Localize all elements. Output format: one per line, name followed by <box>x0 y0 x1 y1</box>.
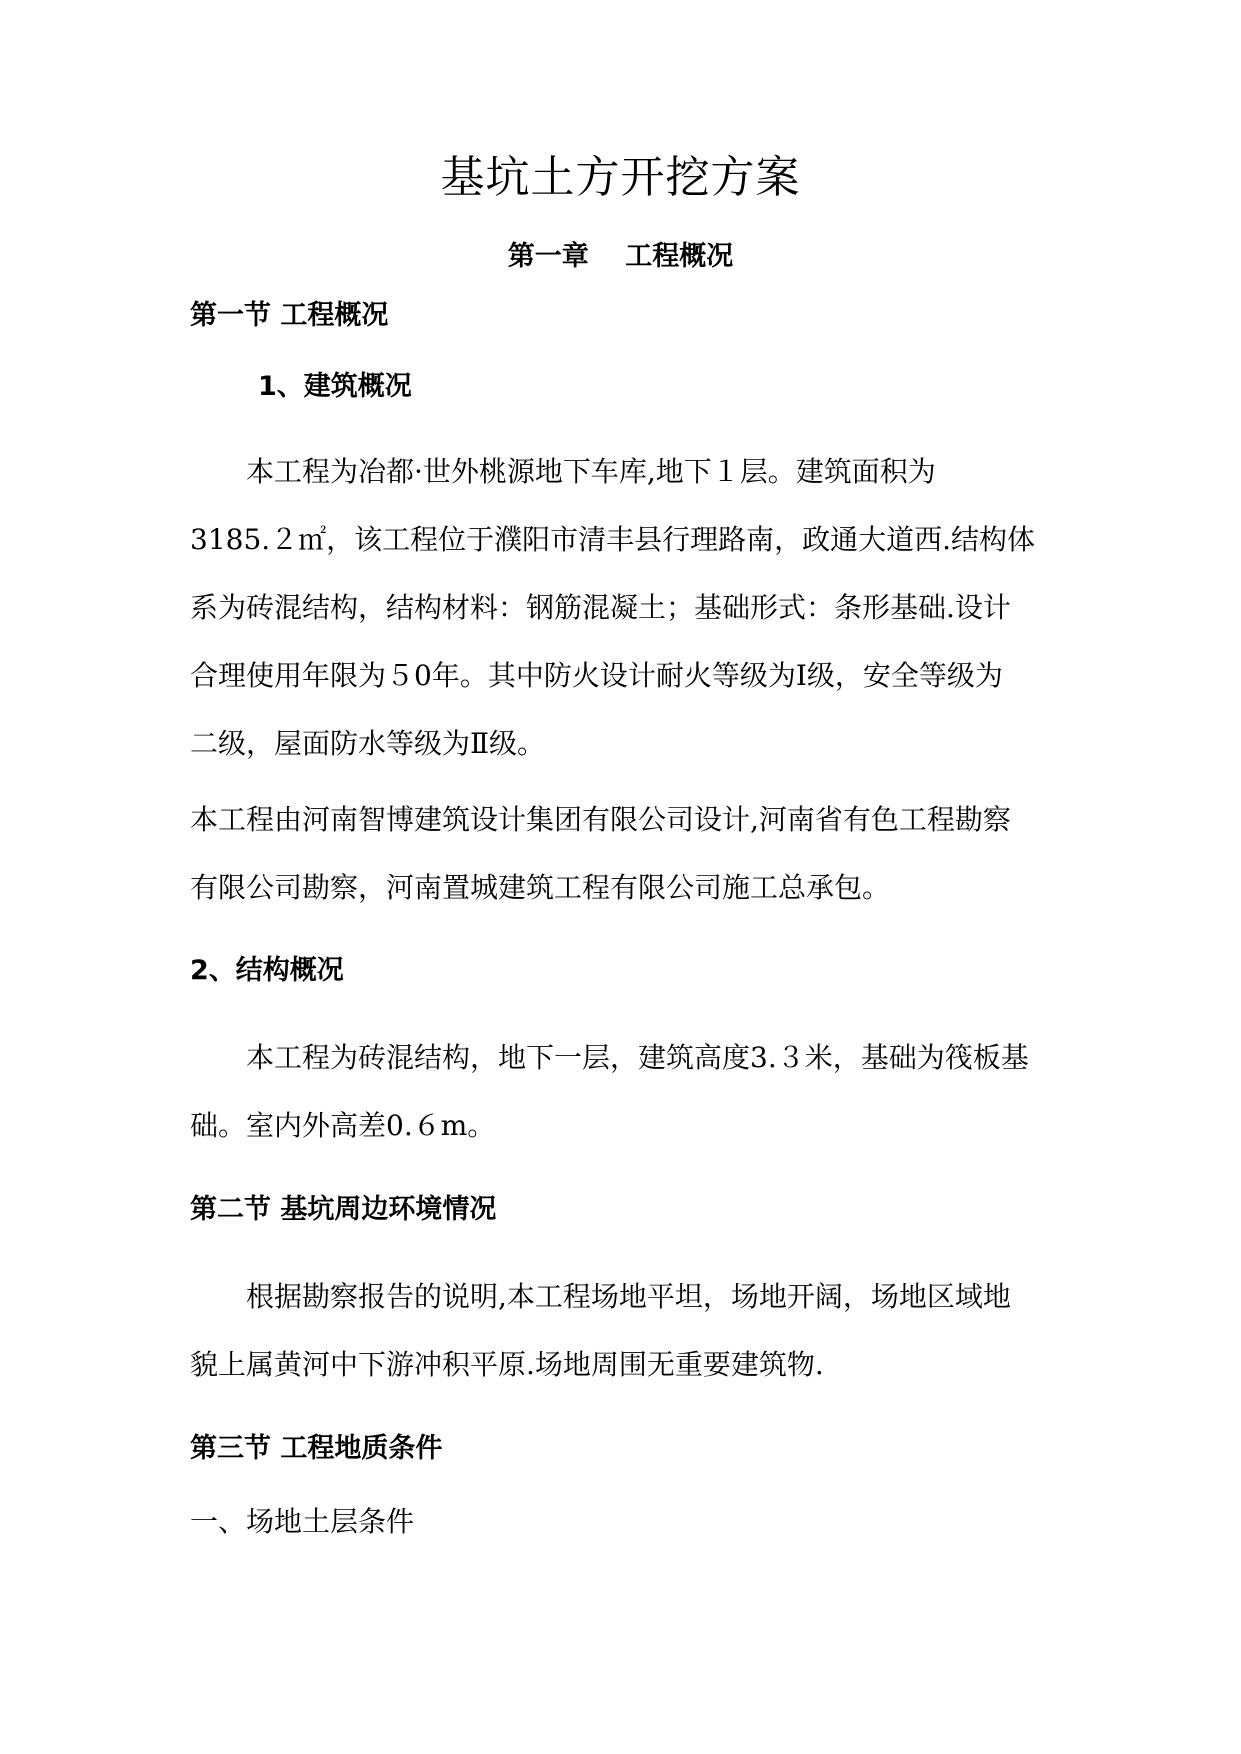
section-3-heading: 第三节 工程地质条件 <box>190 1433 443 1464</box>
paragraph-line: 根据勘察报告的说明,本工程场地平坦，场地开阔，场地区域地 <box>190 1280 1011 1313</box>
paragraph-line: 本工程为冶都·世外桃源地下车库,地下１层。建筑面积为 <box>190 455 936 488</box>
paragraph-line: 系为砖混结构，结构材料：钢筋混凝土；基础形式：条形基础.设计 <box>190 591 1011 624</box>
subsection-1-heading: 1、建筑概况 <box>258 371 412 402</box>
contractor-paragraph <box>190 786 1060 922</box>
paragraph-line: 3185.２㎡，该工程位于濮阳市清丰县行理路南，政通大道西.结构体 <box>190 523 1036 556</box>
subsection-2-heading: 2、结构概况 <box>190 955 344 986</box>
paragraph-line: 本工程为砖混结构，地下一层，建筑高度3.３米，基础为筏板基 <box>190 1041 1029 1074</box>
section-2-heading: 第二节 基坑周边环境情况 <box>190 1194 497 1225</box>
paragraph-line: 貌上属黄河中下游冲积平原.场地周围无重要建筑物. <box>190 1348 824 1381</box>
soil-layer-heading: 一、场地土层条件 <box>190 1505 415 1538</box>
paragraph-line: 有限公司勘察，河南置城建筑工程有限公司施工总承包。 <box>190 871 891 904</box>
structure-overview-paragraph <box>190 1024 1060 1160</box>
building-overview-paragraph <box>190 438 1060 778</box>
document-title: 基坑土方开挖方案 <box>440 152 801 203</box>
paragraph-line: 础。室内外高差0.６m。 <box>190 1109 496 1142</box>
chapter-heading: 第一章 工程概况 <box>507 241 734 272</box>
section-1-heading: 第一节 工程概况 <box>190 300 389 331</box>
paragraph-line: 本工程由河南智博建筑设计集团有限公司设计,河南省有色工程勘察 <box>190 803 1011 836</box>
surroundings-paragraph <box>190 1263 1060 1399</box>
paragraph-line: 二级，屋面防水等级为Ⅱ级。 <box>190 727 546 760</box>
paragraph-line: 合理使用年限为５0年。其中防火设计耐火等级为Ⅰ级，安全等级为 <box>190 659 1003 692</box>
